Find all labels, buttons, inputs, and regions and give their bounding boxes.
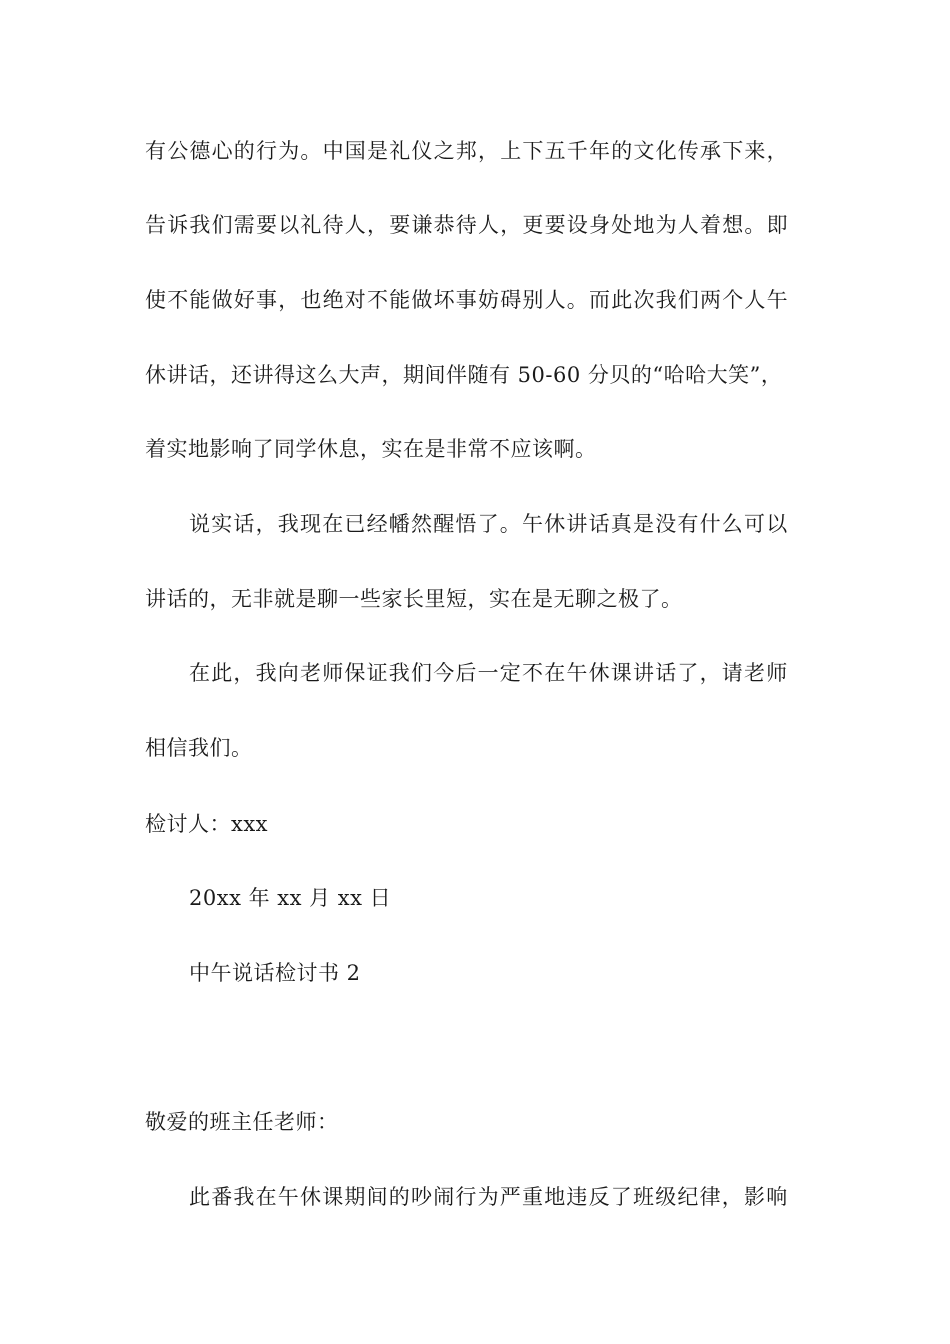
paragraph-line: 讲话的，无非就是聊一些家长里短，实在是无聊之极了。 — [145, 587, 683, 611]
paragraph-line: 在此，我向老师保证我们今后一定不在午休课讲话了，请老师 — [189, 661, 789, 685]
paragraph-line: 使不能做好事，也绝对不能做坏事妨碍别人。而此次我们两个人午 — [145, 288, 789, 312]
signer-line: 检讨人：xxx — [145, 812, 269, 836]
paragraph-line: 休讲话，还讲得这么大声，期间伴随有 50-60 分贝的“哈哈大笑”， — [145, 363, 783, 387]
paragraph-line: 此番我在午休课期间的吵闹行为严重地违反了班级纪律，影响 — [189, 1185, 789, 1209]
date-line: 20xx 年 xx 月 xx 日 — [189, 886, 392, 910]
paragraph-line: 说实话，我现在已经幡然醒悟了。午休讲话真是没有什么可以 — [189, 512, 789, 536]
paragraph-line: 相信我们。 — [145, 736, 253, 760]
paragraph-line: 着实地影响了同学休息，实在是非常不应该啊。 — [145, 437, 597, 461]
section-title: 中午说话检讨书 2 — [189, 961, 361, 985]
paragraph-line: 有公德心的行为。中国是礼仪之邦，上下五千年的文化传承下来， — [145, 139, 789, 163]
paragraph-line: 告诉我们需要以礼待人，要谦恭待人，更要设身处地为人着想。即 — [145, 213, 789, 237]
salutation: 敬爱的班主任老师： — [145, 1110, 339, 1134]
